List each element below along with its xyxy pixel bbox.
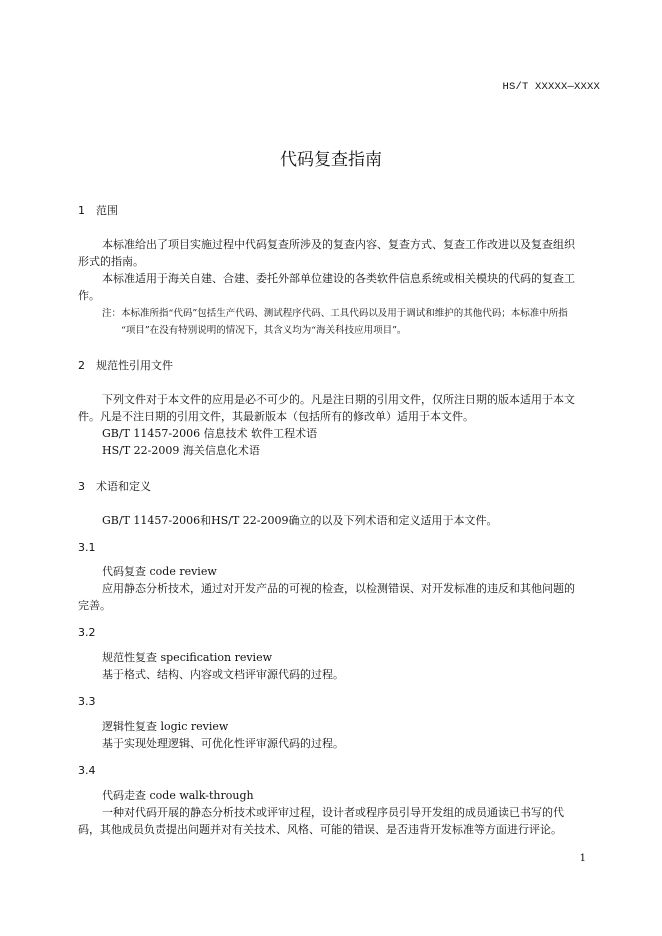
document-title: 代码复查指南 — [280, 150, 382, 170]
term-definition: 一种对代码开展的静态分析技术或评审过程，设计者或程序员引导开发组的成员通读已书写的代 — [102, 806, 564, 819]
term-definition: 完善。 — [78, 599, 111, 612]
term-definition: 基于格式、结构、内容或文档评审源代码的过程。 — [102, 668, 344, 681]
term-definition: 基于实现处理逻辑、可优化性评审源代码的过程。 — [102, 737, 344, 750]
reference-item: HS/T 22-2009 海关信息化术语 — [102, 444, 260, 457]
term-name: 代码走查 code walk-through — [102, 789, 254, 802]
note-line: “项目”在没有特别说明的情况下，其含义均为“海关科技应用项目”。 — [121, 325, 407, 336]
paragraph-line: 下列文件对于本文件的应用是必不可少的。凡是注日期的引用文件，仅所注日期的版本适用于本文 — [102, 393, 575, 406]
term-name: 代码复查 code review — [102, 565, 217, 578]
reference-item: GB/T 11457-2006 信息技术 软件工程术语 — [102, 427, 318, 440]
section-number: 3 — [78, 480, 85, 493]
section-3-heading — [78, 478, 151, 494]
subsection-number: 3.2 — [78, 626, 96, 639]
term-definition: 应用静态分析技术，通过对开发产品的可视的检查，以检测错误、对开发标准的违反和其他问题的 — [102, 582, 575, 595]
paragraph-line: 件。凡是不注日期的引用文件，其最新版本（包括所有的修改单）适用于本文件。 — [78, 410, 474, 423]
term-name: 逻辑性复查 logic review — [102, 720, 229, 733]
subsection-number: 3.3 — [78, 695, 96, 708]
paragraph-line: GB/T 11457-2006和HS/T 22-2009确立的以及下列术语和定义适用于本文件。 — [102, 514, 498, 527]
section-1-heading — [78, 202, 118, 218]
standard-code-header: HS/T XXXXX—XXXX — [502, 81, 600, 93]
section-title: 术语和定义 — [96, 480, 151, 493]
note-line: 注：本标准所指“代码”包括生产代码、测试程序代码、工具代码以及用于调试和维护的其他代码；本标准中所指 — [102, 308, 568, 319]
section-title: 范围 — [96, 204, 118, 217]
term-definition: 码，其他成员负责提出问题并对有关技术、风格、可能的错误、是否违背开发标准等方面进行评论。 — [78, 823, 562, 836]
section-number: 1 — [78, 204, 85, 217]
section-title: 规范性引用文件 — [96, 359, 173, 372]
section-number: 2 — [78, 359, 85, 372]
paragraph-line: 本标准给出了项目实施过程中代码复查所涉及的复查内容、复查方式、复查工作改进以及复查组织 — [102, 238, 575, 251]
page-number: 1 — [579, 853, 586, 864]
paragraph-line: 本标准适用于海关自建、合建、委托外部单位建设的各类软件信息系统或相关模块的代码的复查工 — [102, 272, 575, 285]
paragraph-line: 作。 — [78, 289, 100, 302]
subsection-number: 3.4 — [78, 764, 96, 777]
term-name: 规范性复查 specification review — [102, 651, 272, 664]
subsection-number: 3.1 — [78, 541, 96, 554]
section-2-heading — [78, 357, 173, 373]
paragraph-line: 形式的指南。 — [78, 255, 144, 268]
